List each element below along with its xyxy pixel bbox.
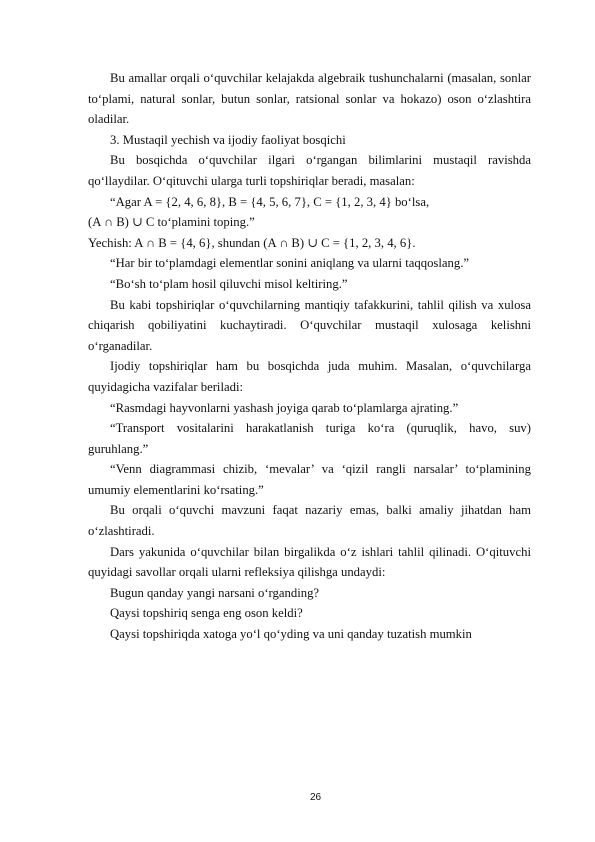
paragraph: Dars yakunida o‘quvchilar bilan birgalikda o‘z ishlari tahlil qilinadi. O‘qituvchi quyidagi savollar orqali ularni refleksiya qilishga undaydi: — [88, 544, 531, 580]
task-example-line: “Agar A = {2, 4, 6, 8}, B = {4, 5, 6, 7}, C = {1, 2, 3, 4} bo‘lsa, — [110, 194, 430, 209]
paragraph: Bu orqali o‘quvchi mavzuni faqat nazariy emas, balki amaliy jihatdan ham o‘zlashtiradi. — [88, 503, 531, 539]
task-item: “Bo‘sh to‘plam hosil qiluvchi misol keltiring.” — [110, 276, 348, 291]
section-heading: 3. Mustaqil yechish va ijodiy faoliyat bosqichi — [110, 132, 346, 147]
task-item: “Venn diagrammasi chizib, ‘mevalar’ va ‘qizil rangli narsalar’ to‘plamining umumiy elementlarini ko‘rsating.” — [88, 462, 531, 497]
document-body — [88, 68, 531, 645]
reflection-question: Bugun qanday yangi narsani o‘rganding? — [110, 585, 320, 600]
task-item: “Transport vositalarini harakatlanish turiga ko‘ra (quruqlik, havo, suv) guruhlang.” — [88, 421, 531, 456]
solution-line: Yechish: A ∩ B = {4, 6}, shundan (A ∩ B) ∪ C = {1, 2, 3, 4, 6}. — [88, 235, 416, 250]
page-number: 26 — [309, 792, 322, 803]
reflection-question: Qaysi topshiriq senga eng oson keldi? — [110, 606, 303, 621]
task-example-line: (A ∩ B) ∪ C to‘plamini toping.” — [88, 215, 255, 230]
paragraph: Bu kabi topshiriqlar o‘quvchilarning mantiqiy tafakkurini, tahlil qilish va xulosa chiqarish qobiliyatini kuchaytiradi. O‘quvchilar mustaqil xulosaga kelishni o‘rganadilar. — [88, 297, 531, 353]
reflection-question: Qaysi topshiriqda xatoga yo‘l qo‘yding va uni qanday tuzatish mumkin — [110, 627, 472, 642]
task-item: “Rasmdagi hayvonlarni yashash joyiga qarab to‘plamlarga ajrating.” — [110, 400, 459, 415]
task-item: “Har bir to‘plamdagi elementlar sonini aniqlang va ularni taqqoslang.” — [110, 256, 470, 271]
paragraph: Bu bosqichda o‘quvchilar ilgari o‘rgangan bilimlarini mustaqil ravishda qo‘llaydilar. O‘qituvchi ularga turli topshiriqlar beradi, masalan: — [88, 153, 531, 188]
paragraph: Ijodiy topshiriqlar ham bu bosqichda juda muhim. Masalan, o‘quvchilarga quyidagicha vazifalar beriladi: — [88, 359, 531, 394]
paragraph: Bu amallar orqali o‘quvchilar kelajakda algebraik tushunchalarni (masalan, sonlar to‘plami, natural sonlar, butun sonlar, ratsional sonlar va hokazo) oson o‘zlashtira oladilar. — [88, 71, 531, 127]
